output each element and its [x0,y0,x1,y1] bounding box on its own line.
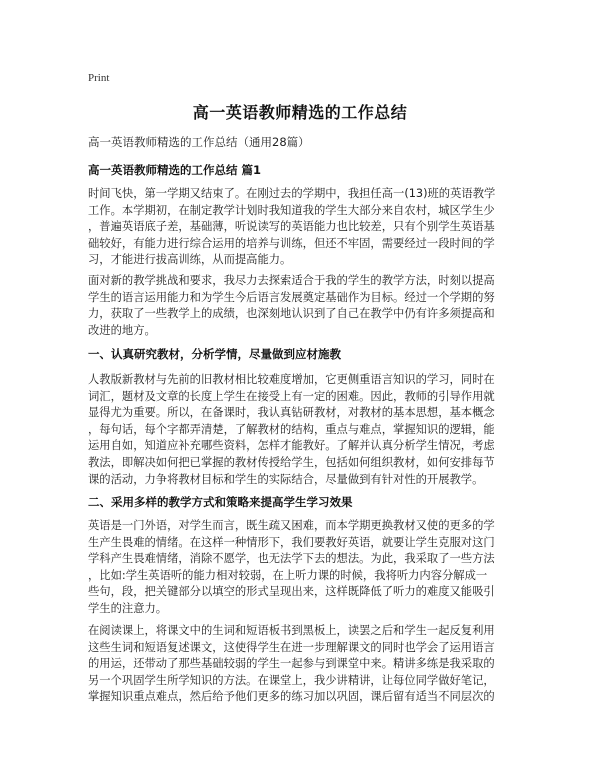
print-link[interactable]: Print [88,72,110,84]
paragraph-2: 面对新的教学挑战和要求，我尽力去探索适合于我的学生的教学方法，时刻以提高 学生的语言运用能力和为学生今后语言发展奠定基础作为目标。经过一个学期的努 力，获取了一些教学上的成绩，也深刻地认识到了自己在教学中仍有许多须提高和 改进的地方。 [88,274,495,337]
document-subtitle: 高一英语教师精选的工作总结（通用28篇） [88,135,310,149]
paragraph-4: 英语是一门外语，对学生而言，既生疏又困难，而本学期更换教材又使的更多的学 生产生畏难的情绪。在这样一种情形下，我们要教好英语，就要让学生克服对这门 学科产生畏难情绪，消除不愿学，也无法学下去的想法。为此，我采取了一些方法 ，比如:学生英语听的能力相对较弱，在上听力课的时候，我将听力内容分解成一 些句，段，把关键部分以填空的形式呈现出来，这样既降低了听力的难度又能吸引 学生的注意力。 [88,519,495,615]
heading-2: 二、采用多样的教学方式和策略来提高学生学习效果 [88,495,353,509]
section-title: 高一英语教师精选的工作总结 篇1 [88,163,262,177]
paragraph-1: 时间飞快，第一学期又结束了。在刚过去的学期中，我担任高一(13)班的英语教学 工作。本学期初，在制定教学计划时我知道我的学生大部分来自农村，城区学生少 ，普遍英语底子差，基础薄，听说读写的英语能力也比较差，只有个别学生英语基 础较好，有能力进行综合运用的培养与训练，但还不牢固，需要经过一段时间的学 习，才能进行拔高训练，从而提高能力。 [88,187,496,267]
paragraph-3: 人教版新教材与先前的旧教材相比较难度增加，它更侧重语言知识的学习，同时在 词汇，题材及文章的长度上学生在接受上有一定的困难。因此，教师的引导作用就 显得尤为重要。所以，在备课时，我认真钻研教材，对教材的基本思想，基本概念 ，每句话，每个字都弄清楚，了解教材的结构，重点与难点，掌握知识的逻辑，能 运用自如，知道应补充哪些资料，怎样才能教好。了解并认真分析学生情况，考虑 教法，即解决如何把已掌握的教材传授给学生，包括如何组织教材，如何安排每节 课的活动，力争将教材目标和学生的实际结合，尽量做到有针对性的开展教学。 [88,373,495,486]
page-title: 高一英语教师精选的工作总结 [192,103,408,122]
heading-1: 一、认真研究教材，分析学情，尽量做到应材施教 [88,347,341,361]
paragraph-5: 在阅读课上，将课文中的生词和短语板书到黑板上，读罢之后和学生一起反复利用 这些生词和短语复述课文，这使得学生在进一步理解课文的同时也学会了运用语言 的用运，还带动了那些基础较弱的学生一起参与到课堂中来。精讲多练是我采取的 另一个巩固学生所学知识的方法。在课堂上，我少讲精讲，让每位同学做好笔记， 掌握知识重点难点，然后给予他们更多的练习加以巩固，课后留有适当不同层次的 [88,624,495,704]
